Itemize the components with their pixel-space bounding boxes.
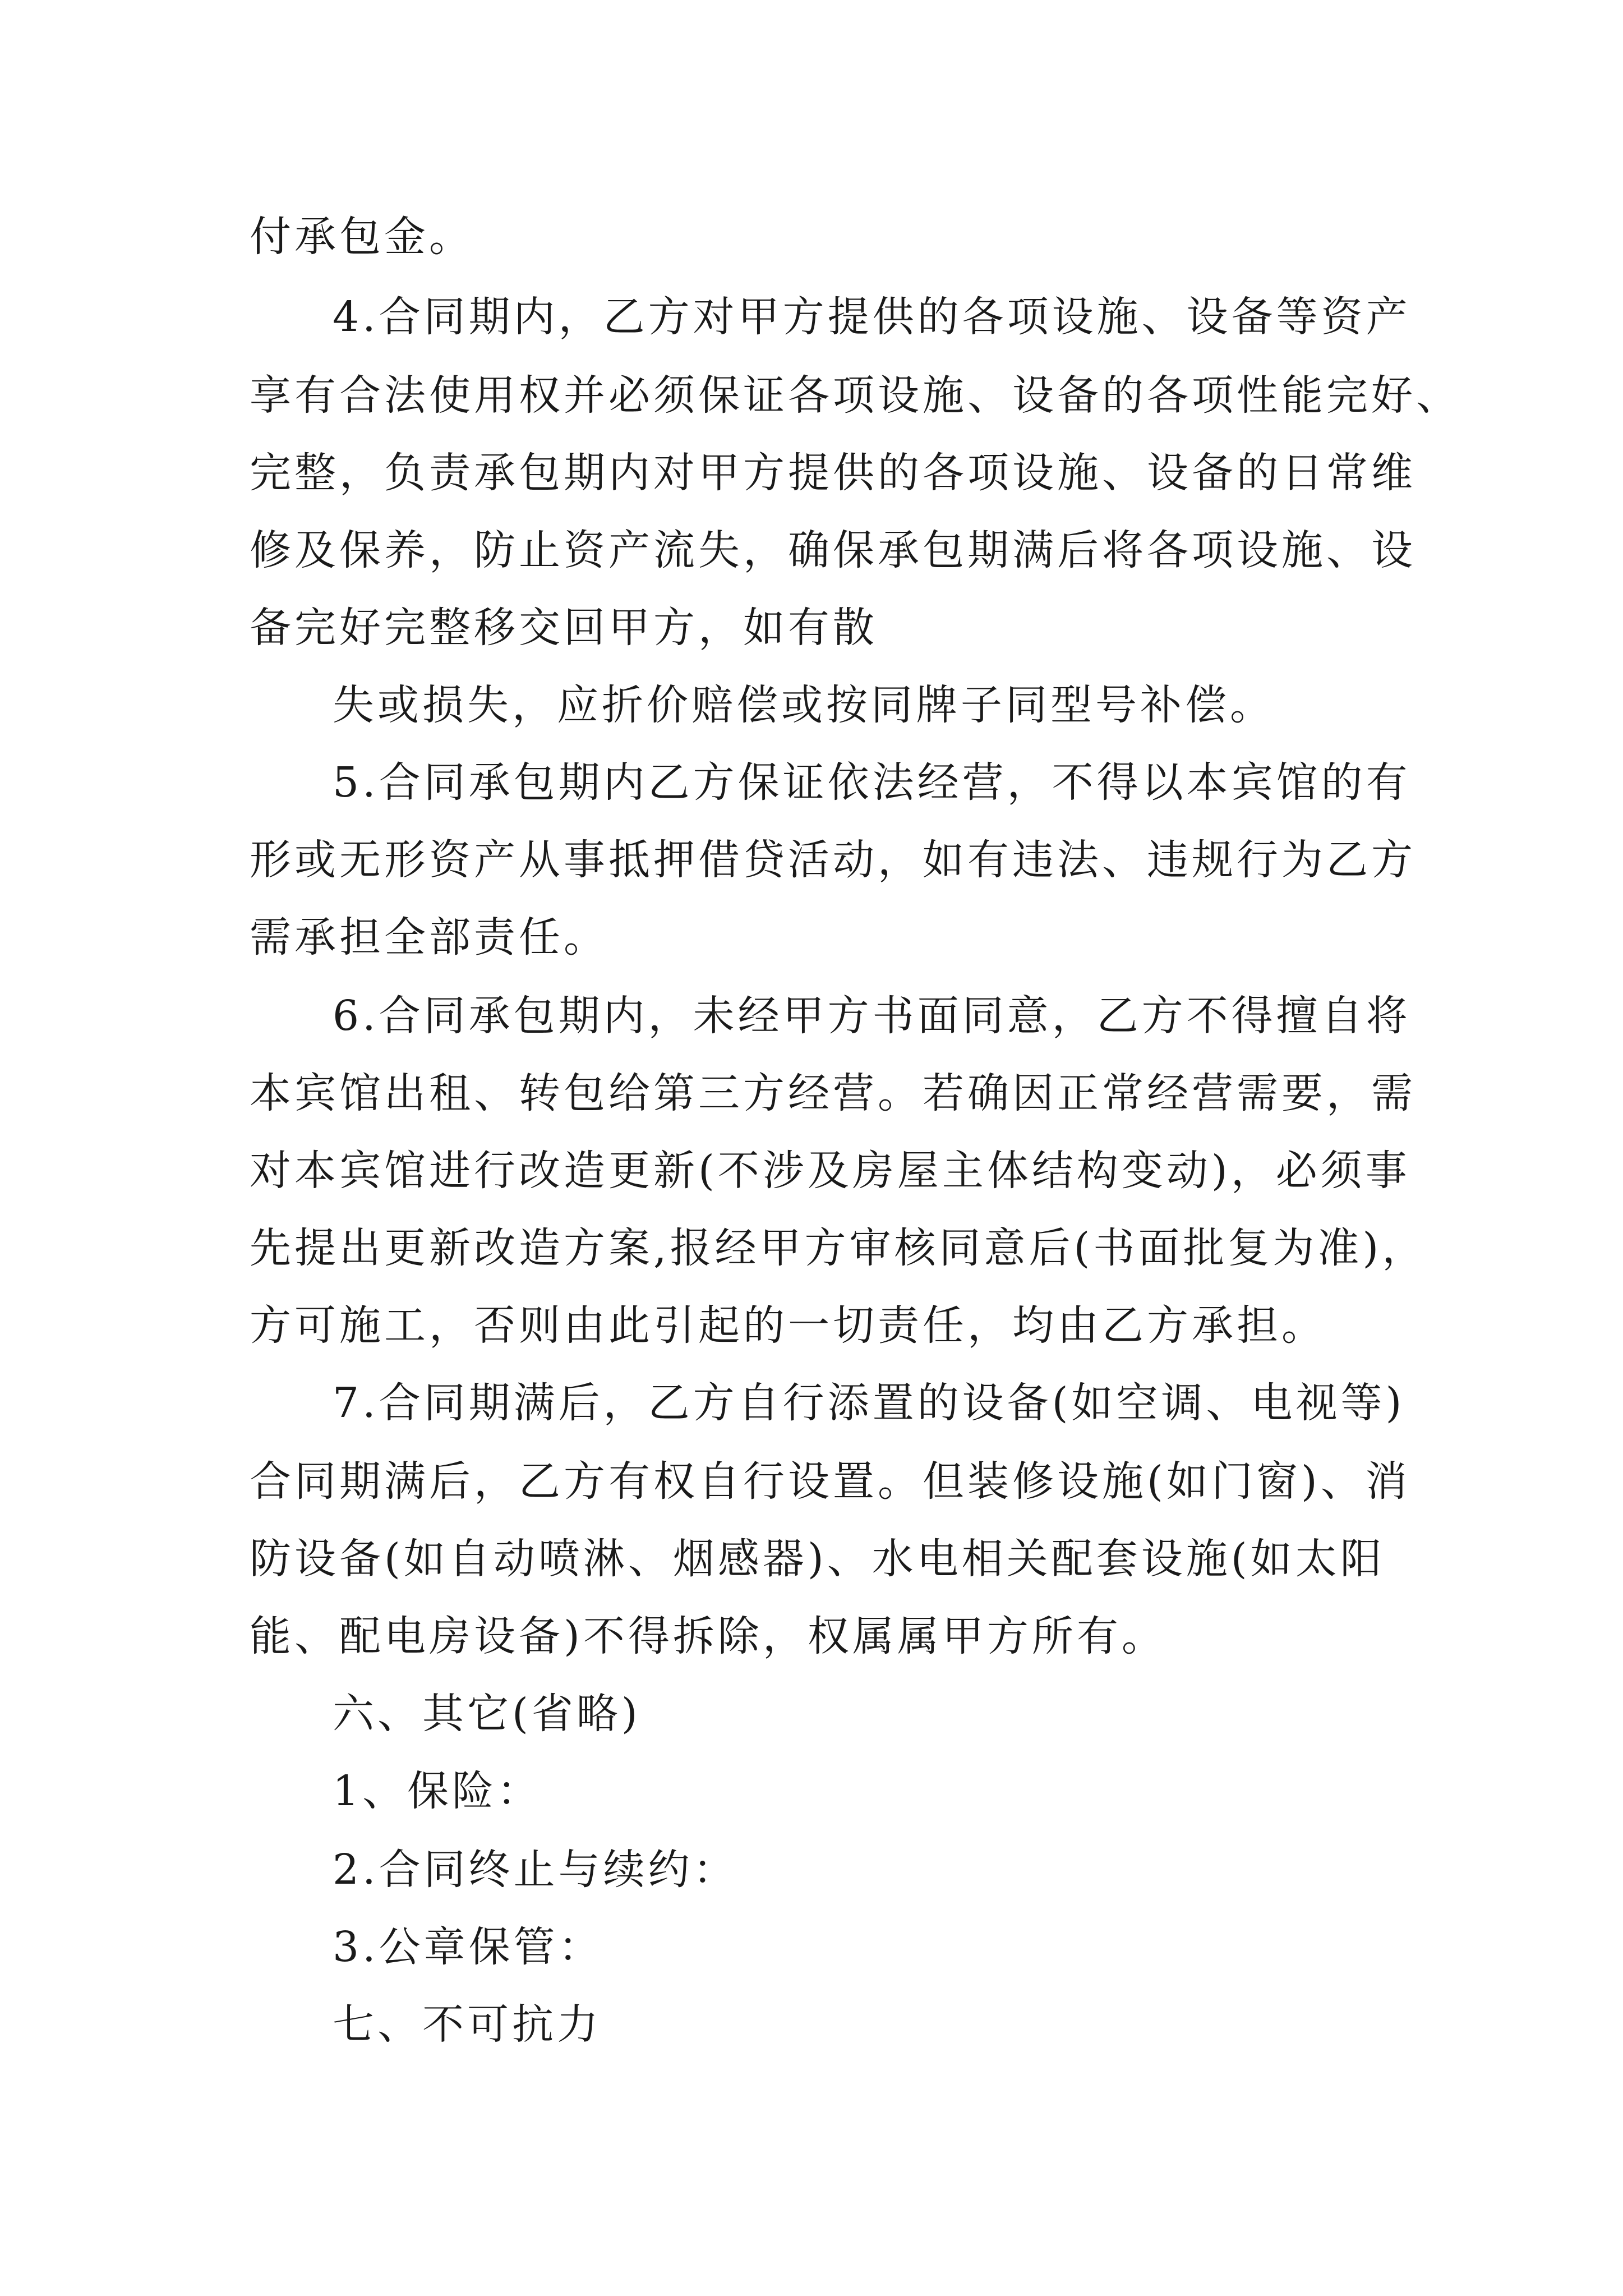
text-line-5: 修及保养，防止资产流失，确保承包期满后将各项设施、设: [250, 526, 1416, 574]
text-line-16: 7.合同期满后，乙方自行添置的设备(如空调、电视等): [333, 1379, 1405, 1427]
section-heading-6: 六、其它(省略): [333, 1690, 641, 1738]
text-line-13: 对本宾馆进行改造更新(不涉及房屋主体结构变动)，必须事: [250, 1147, 1410, 1195]
text-line-7: 失或损失，应折价赔偿或按同牌子同型号补偿。: [333, 681, 1275, 729]
text-line-15: 方可施工，否则由此引起的一切责任，均由乙方承担。: [250, 1301, 1326, 1350]
text-line-10: 需承担全部责任。: [250, 913, 608, 961]
text-line-12: 本宾馆出租、转包给第三方经营。若确因正常经营需要，需: [250, 1069, 1416, 1117]
list-item-3: 3.公章保管：: [333, 1923, 603, 1971]
text-line-8: 5.合同承包期内乙方保证依法经营，不得以本宾馆的有: [333, 758, 1411, 807]
text-line-1: 付承包金。: [250, 213, 474, 261]
text-line-6: 备完好完整移交回甲方，如有散: [250, 604, 878, 652]
section-heading-7: 七、不可抗力: [333, 2000, 602, 2049]
text-line-14: 先提出更新改造方案,报经甲方审核同意后(书面批复为准)，: [250, 1224, 1427, 1272]
text-line-2: 4.合同期内，乙方对甲方提供的各项设施、设备等资产: [333, 293, 1411, 341]
list-item-1: 1、保险：: [333, 1767, 542, 1815]
text-line-18: 防设备(如自动喷淋、烟感器)、水电相关配套设施(如太阳: [250, 1535, 1385, 1583]
text-line-17: 合同期满后，乙方有权自行设置。但装修设施(如门窗)、消: [250, 1457, 1410, 1506]
text-line-11: 6.合同承包期内，未经甲方书面同意，乙方不得擅自将: [333, 992, 1411, 1040]
text-line-3: 享有合法使用权并必须保证各项设施、设备的各项性能完好、: [250, 371, 1461, 420]
list-item-2: 2.合同终止与续约：: [333, 1846, 738, 1894]
text-line-19: 能、配电房设备)不得拆除，权属属甲方所有。: [250, 1612, 1166, 1660]
text-line-4: 完整，负责承包期内对甲方提供的各项设施、设备的日常维: [250, 449, 1416, 497]
text-line-9: 形或无形资产从事抵押借贷活动，如有违法、违规行为乙方: [250, 836, 1416, 884]
